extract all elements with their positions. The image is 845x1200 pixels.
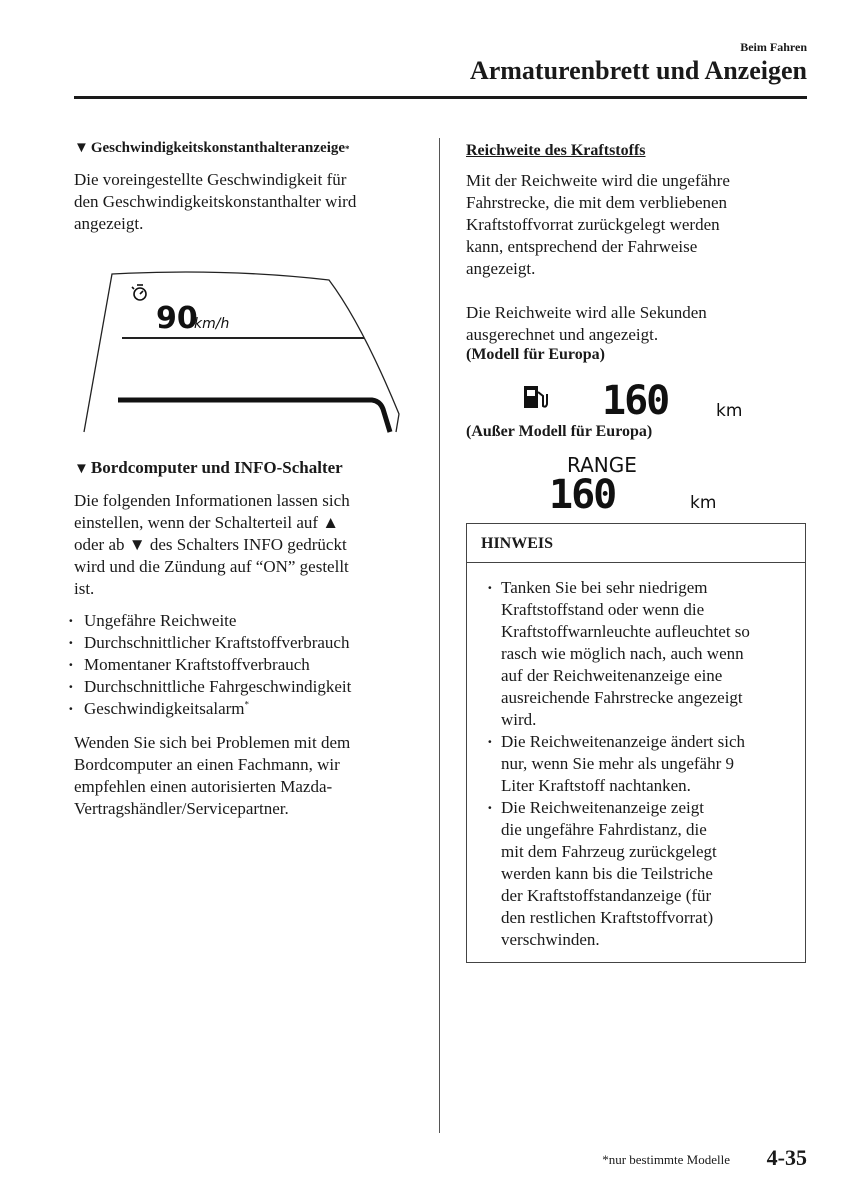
range-line: ausgerechnet und angezeigt. xyxy=(466,325,659,344)
footnote: *nur bestimmte Modelle xyxy=(602,1152,730,1167)
cruise-description xyxy=(74,169,419,235)
note-item: · Die Reichweitenanzeige zeigt die ungefähre Fahrdistanz, die mit dem Fahrzeug zurückgelegt werden kann bis die Teilstriche der Kraftstoffstandanzeige (für den restlichen Kraftstoffvorrat) verschwinden. xyxy=(479,797,795,951)
info-list xyxy=(74,610,419,720)
list-item: · Ungefähre Reichweite xyxy=(74,610,419,632)
cruise-line: den Geschwindigkeitskonstanthalter wird xyxy=(74,192,357,211)
range-line: Fahrstrecke, die mit dem verbliebenen xyxy=(466,193,728,212)
cruise-speed-unit: km/h xyxy=(194,316,230,332)
section-label: Beim Fahren xyxy=(740,40,807,54)
list-item: · Momentaner Kraftstoffverbrauch xyxy=(74,654,419,676)
header-rule xyxy=(74,96,807,99)
range-indicator: RANGE xyxy=(567,453,637,477)
list-item: · Durchschnittliche Fahrgeschwindigkeit xyxy=(74,676,419,698)
left-column xyxy=(74,140,419,818)
cruise-line: Die voreingestellte Geschwindigkeit für xyxy=(74,170,347,189)
outro-line: Vertragshändler/Servicepartner. xyxy=(74,799,289,818)
note-item: · Die Reichweitenanzeige ändert sich nur, wenn Sie mehr als ungefähr 9 Liter Kraftstoff nachtanken. xyxy=(479,731,795,797)
range-description xyxy=(466,170,806,280)
non-europe-range-value: 160 xyxy=(549,472,616,518)
europe-range-display xyxy=(520,376,820,426)
intro-line: ist. xyxy=(74,579,95,598)
outro-line: Wenden Sie sich bei Problemen mit dem xyxy=(74,733,351,752)
cruise-line: angezeigt. xyxy=(74,214,144,233)
intro-line: oder ab ▼ des Schalters INFO gedrückt xyxy=(74,535,347,554)
note-list xyxy=(467,563,805,951)
range-update xyxy=(466,302,806,346)
cruise-heading-text: Geschwindigkeitskonstanthalteranzeige xyxy=(90,140,346,156)
range-line: Die Reichweite wird alle Sekunden xyxy=(466,303,707,322)
outro-line: empfehlen einen autorisierten Mazda- xyxy=(74,777,333,796)
cruise-speed-display xyxy=(74,264,419,439)
computer-intro xyxy=(74,490,419,600)
note-title: HINWEIS xyxy=(467,524,805,563)
europe-range-value: 160 xyxy=(602,378,669,424)
range-line: angezeigt. xyxy=(466,259,536,278)
europe-label: (Modell für Europa) xyxy=(466,346,605,363)
cruise-heading: ▼ Geschwindigkeitskonstanthalteranzeige * xyxy=(74,140,350,156)
fuel-pump-icon xyxy=(524,386,547,408)
right-column xyxy=(466,140,806,364)
list-item: · Durchschnittlicher Kraftstoffverbrauch xyxy=(74,632,419,654)
intro-line: Die folgenden Informationen lassen sich xyxy=(74,491,350,510)
range-line: Kraftstoffvorrat zurückgelegt werden xyxy=(466,215,720,234)
intro-line: wird und die Zündung auf “ON” gestellt xyxy=(74,557,349,576)
non-europe-range-unit: km xyxy=(690,493,717,513)
non-europe-range-display xyxy=(545,448,765,518)
note-item: · Tanken Sie bei sehr niedrigem Kraftstoffstand oder wenn die Kraftstoffwarnleuchte aufleuchtet so rasch wie möglich nach, auch wenn auf der Reichweitenanzeige eine ausreichende Fahrstrecke angezeigt wird. xyxy=(479,577,795,731)
list-item: · Geschwindigkeitsalarm* xyxy=(74,698,419,720)
intro-line: einstellen, wenn der Schalterteil auf ▲ xyxy=(74,513,340,532)
range-heading: Reichweite des Kraftstoffs xyxy=(466,142,646,159)
stopwatch-icon xyxy=(132,285,146,300)
computer-outro xyxy=(74,732,419,820)
computer-heading-text: Bordcomputer und INFO-Schalter xyxy=(90,458,343,477)
europe-range-unit: km xyxy=(716,401,743,421)
outro-line: Bordcomputer an einen Fachmann, wir xyxy=(74,755,340,774)
range-line: kann, entsprechend der Fahrweise xyxy=(466,237,698,256)
model-mark: * xyxy=(244,699,250,710)
triangle-down-icon: ▼ xyxy=(74,140,89,156)
column-divider xyxy=(439,138,440,1133)
triangle-down-icon: ▼ xyxy=(74,461,89,477)
range-line: Mit der Reichweite wird die ungefähre xyxy=(466,171,730,190)
computer-heading xyxy=(74,458,419,478)
non-europe-label: (Außer Modell für Europa) xyxy=(466,423,653,440)
page-number: 4-35 xyxy=(766,1145,807,1170)
note-box xyxy=(466,523,806,963)
cruise-speed-value: 90 xyxy=(156,301,198,336)
page-title: Armaturenbrett und Anzeigen xyxy=(469,56,807,85)
